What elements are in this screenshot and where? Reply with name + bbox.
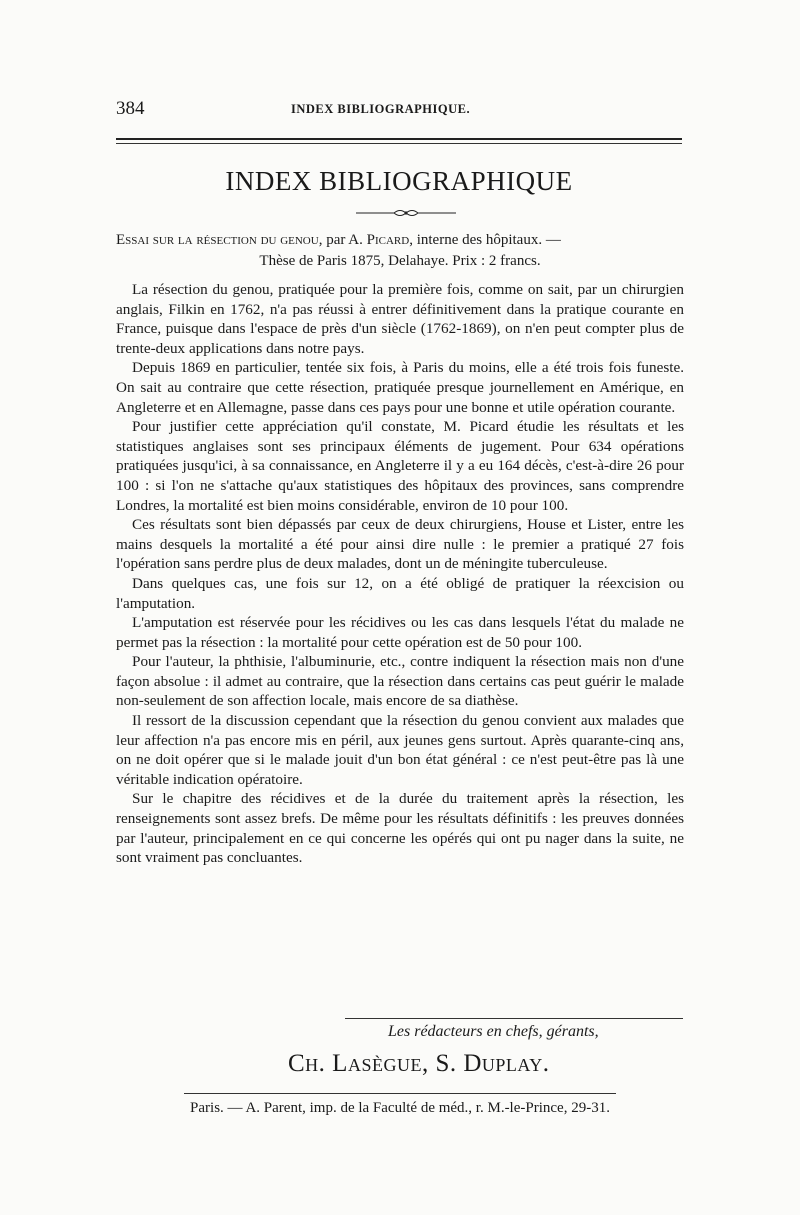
printer-imprint: Paris. — A. Parent, imp. de la Faculté de méd., r. M.-le-Prince, 29-31. <box>190 1100 610 1116</box>
paragraph: La résection du genou, pratiquée pour la première fois, comme on sait, par un chirurgien anglais, Filkin en 1762, n'a pas réussi à entrer définitivement dans la pratique courante en France, puisque dans l'espace de près d'un siècle (1762-1869), on n'en peut compter plus de trente-deux applications dans notre pays. <box>116 281 684 357</box>
essay-heading-line1 <box>116 230 684 251</box>
essay-title: Essai sur la résection du genou, <box>116 232 323 248</box>
running-title: INDEX BIBLIOGRAPHIQUE. <box>291 102 471 116</box>
editors-label: Les rédacteurs en chefs, gérants, <box>388 1023 599 1040</box>
paragraph: Pour l'auteur, la phthisie, l'albuminurie, etc., contre indiquent la résection mais non d'une façon absolue : il admet au contraire, que la résection dans certains cas peut guérir le malade non-seulement de son affection locale, mais encore de sa diathèse. <box>116 653 684 710</box>
paragraph: Pour justifier cette appréciation qu'il constate, M. Picard étudie les résultats et les statistiques anglaises sont ses principaux éléments de jugement. Pour 634 opérations pratiquées jusqu'ici, à sa connaissance, en Angleterre il y a eu 164 décès, c'est-à-dire 26 pour 100 : si l'on ne s'attache qu'aux statistiques des hôpitaux des provinces, sans comprendre Londres, la mortalité est bien moins considérable, environ de 10 pour 100. <box>116 418 684 514</box>
paragraph: Sur le chapitre des récidives et de la durée du traitement après la résection, les renseignements sont assez brefs. De même pour les résultats définitifs : les preuves données par l'auteur, principalement en ce qui concerne les opérés qui ont pu nager dans la suite, ne sont vraiment pas concluantes. <box>116 790 684 867</box>
header-double-rule <box>116 138 682 140</box>
paragraph: Il ressort de la discussion cependant que la résection du genou convient aux malades que leur affection n'a pas encore mis en péril, aux jeunes gens surtout. Après quarante-cinq ans, on ne doit opérer que si le malade jouit d'un bon état général : ce n'est peut-être pas là une véritable indication opératoire. <box>116 712 684 788</box>
author-role: , interne des hôpitaux. — <box>409 232 561 248</box>
page-number: 384 <box>116 98 145 119</box>
editors-names: Ch. Lasègue, S. Duplay. <box>288 1050 550 1077</box>
paragraph: Dans quelques cas, une fois sur 12, on a été obligé de pratiquer la réexcision ou l'amputation. <box>116 574 684 612</box>
paragraph: L'amputation est réservée pour les récidives ou les cas dans lesquels l'état du malade ne permet pas la résection : la mortalité pour cette opération est de 50 pour 100. <box>116 614 684 651</box>
author-name: Picard <box>366 232 410 248</box>
running-head <box>116 98 686 124</box>
paragraph: Ces résultats sont bien dépassés par ceux de deux chirurgiens, House et Lister, entre les mains desquels la mortalité a été pour ainsi dire nulle : le premier a pratiqué 27 fois l'opération sans perdre plus de deux malades, dont un de méningite tuberculeuse. <box>116 516 684 573</box>
paragraph: Depuis 1869 en particulier, tentée six fois, à Paris du moins, elle a été trois fois funeste. On sait au contraire que cette résection, pratiquée presque journellement en Amérique, en Angleterre et en Allemagne, passe dans ces pays pour une bonne et utile opération courante. <box>116 359 684 416</box>
essay-heading <box>116 230 684 272</box>
review-body <box>116 280 684 868</box>
essay-heading-line2: Thèse de Paris 1875, Delahaye. Prix : 2 francs. <box>259 253 541 269</box>
imprint-rule <box>184 1093 616 1094</box>
signature-rule <box>345 1018 683 1019</box>
ornament-divider-icon <box>356 207 456 219</box>
author-intro: par A. <box>322 232 367 248</box>
main-title: INDEX BIBLIOGRAPHIQUE <box>225 166 573 196</box>
